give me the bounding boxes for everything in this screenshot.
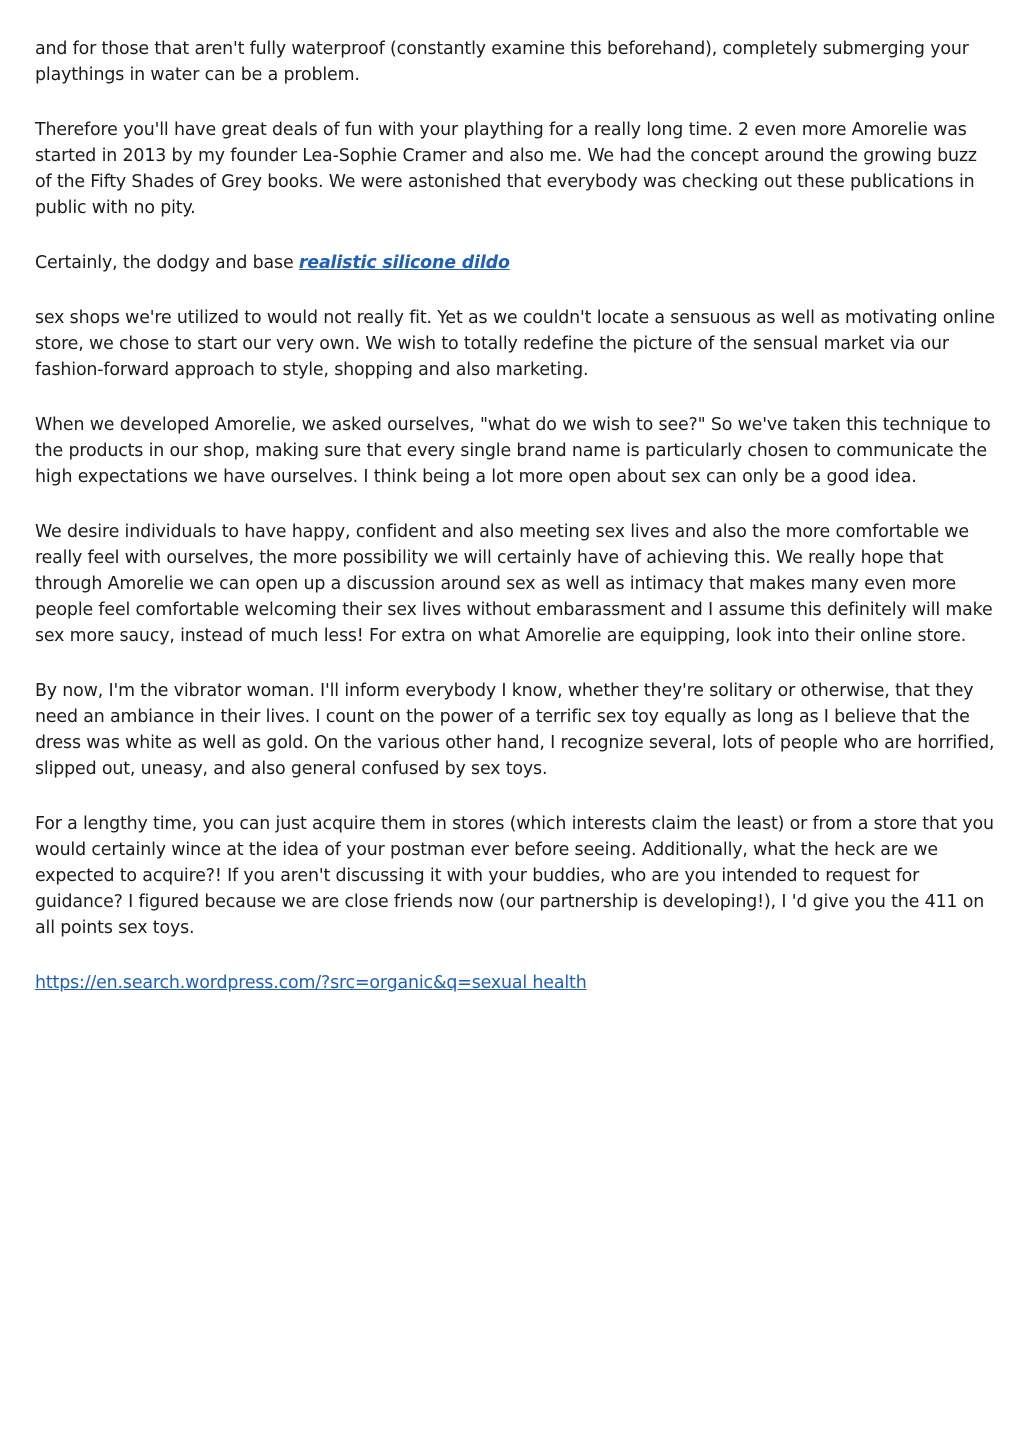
- paragraph-3-text: Certainly, the dodgy and base: [35, 253, 299, 273]
- paragraph-5: When we developed Amorelie, we asked ourselves, "what do we wish to see?" So we've taken this technique to the products in our shop, making sure that every single brand name is particularly chosen to communicate the high expectations we have ourselves. I think being a lot more open about sex can only be a good idea.: [35, 415, 991, 487]
- document-body: [35, 36, 995, 1025]
- paragraph-3: [35, 250, 995, 276]
- wordpress-search-link[interactable]: https://en.search.wordpress.com/?src=organic&q=sexual health: [35, 973, 587, 993]
- paragraph-7: By now, I'm the vibrator woman. I'll inform everybody I know, whether they're solitary or otherwise, that they need an ambiance in their lives. I count on the power of a terrific sex toy equally as long as I believe that the dress was white as well as gold. On the various other hand, I recognize several, lots of people who are horrified, slipped out, uneasy, and also general confused by sex toys.: [35, 681, 995, 779]
- paragraph-1: and for those that aren't fully waterproof (constantly examine this beforehand), completely submerging your playthings in water can be a problem.: [35, 39, 969, 85]
- realistic-silicone-dildo-link[interactable]: realistic silicone dildo: [298, 253, 510, 273]
- paragraph-8: For a lengthy time, you can just acquire them in stores (which interests claim the least) or from a store that you would certainly wince at the idea of your postman ever before seeing. Additionally, what the heck are we expected to acquire?! If you aren't discussing it with your buddies, who are you intended to request for guidance? I figured because we are close friends now (our partnership is developing!), I 'd give you the 411 on all points sex toys.: [35, 814, 994, 938]
- url-paragraph: [35, 970, 995, 996]
- paragraph-6: We desire individuals to have happy, confident and also meeting sex lives and also the more comfortable we really feel with ourselves, the more possibility we will certainly have of achieving this. We really hope that through Amorelie we can open up a discussion around sex as well as intimacy that makes many even more people feel comfortable welcoming their sex lives without embarassment and I assume this definitely will make sex more saucy, instead of much less! For extra on what Amorelie are equipping, look into their online store.: [35, 522, 993, 646]
- paragraph-2: Therefore you'll have great deals of fun with your plaything for a really long time. 2 even more Amorelie was started in 2013 by my founder Lea-Sophie Cramer and also me. We had the concept around the growing buzz of the Fifty Shades of Grey books. We were astonished that everybody was checking out these publications in public with no pity.: [35, 120, 977, 218]
- paragraph-4: sex shops we're utilized to would not really fit. Yet as we couldn't locate a sensuous as well as motivating online store, we chose to start our very own. We wish to totally redefine the picture of the sensual market via our fashion-forward approach to style, shopping and also marketing.: [35, 308, 995, 380]
